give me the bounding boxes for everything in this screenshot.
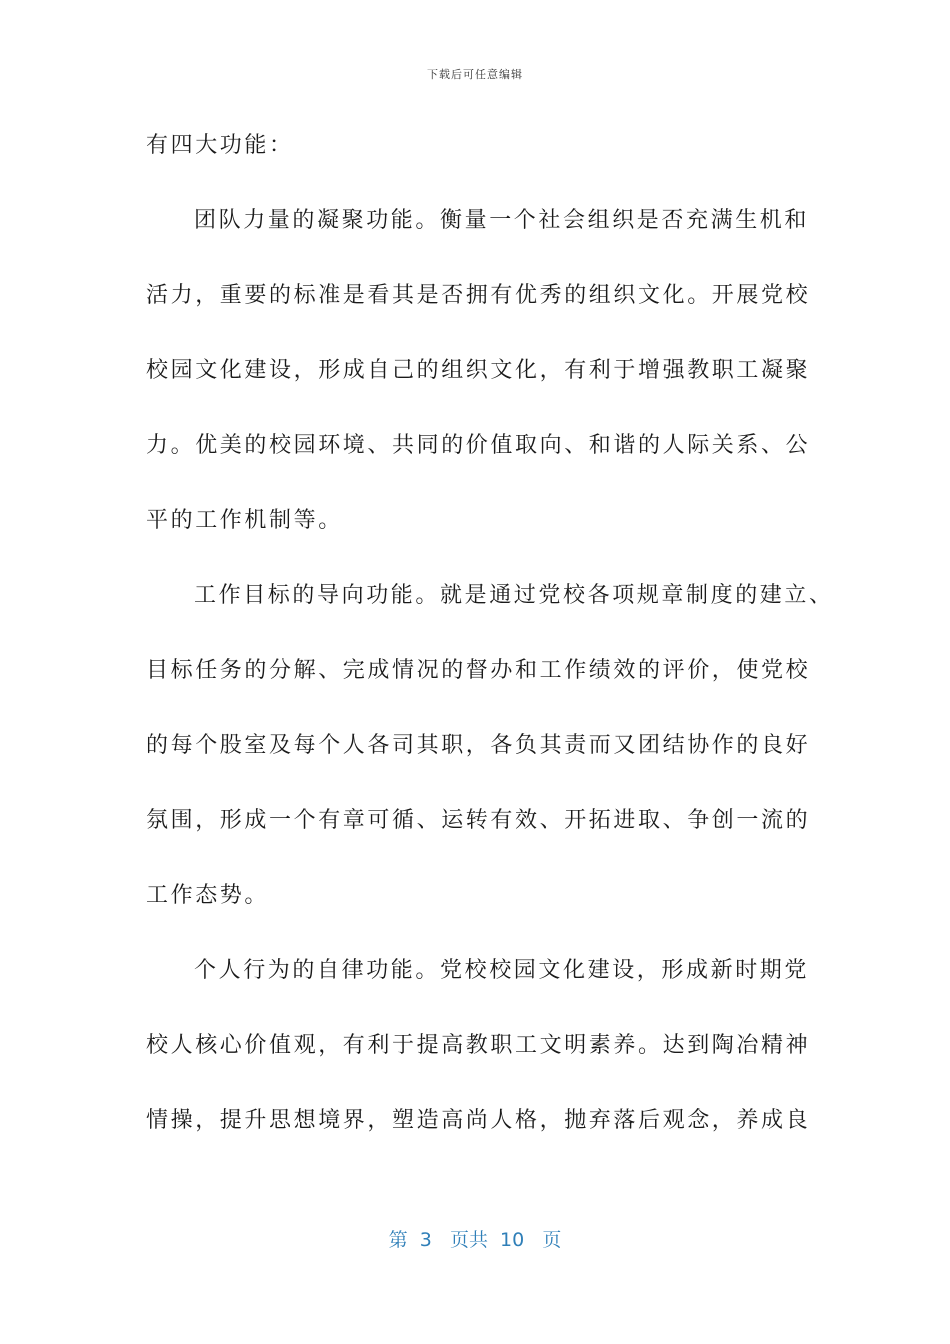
- text-line: 工作目标的导向功能。就是通过党校各项规章制度的建立、: [194, 583, 834, 608]
- text-line: 情操，提升思想境界，塑造高尚人格，抛弃落后观念，养成良: [146, 1108, 811, 1133]
- text-line: 校园文化建设，形成自己的组织文化，有利于增强教职工凝聚: [146, 358, 811, 383]
- text-line: 团队力量的凝聚功能。衡量一个社会组织是否充满生机和: [194, 208, 810, 233]
- text-line: 平的工作机制等。: [146, 508, 343, 533]
- text-line: 校人核心价值观，有利于提高教职工文明素养。达到陶冶精神: [146, 1033, 811, 1058]
- text-line: 个人行为的自律功能。党校校园文化建设，形成新时期党: [194, 958, 810, 983]
- text-line: 力。优美的校园环境、共同的价值取向、和谐的人际关系、公: [146, 433, 811, 458]
- page-footer: [0, 1225, 950, 1252]
- text-line: 活力，重要的标准是看其是否拥有优秀的组织文化。开展党校: [146, 283, 811, 308]
- text-line: 氛围，形成一个有章可循、运转有效、开拓进取、争创一流的: [146, 808, 811, 833]
- text-line: 目标任务的分解、完成情况的督办和工作绩效的评价，使党校: [146, 658, 811, 683]
- text-line: 的每个股室及每个人各司其职，各负其责而又团结协作的良好: [146, 733, 811, 758]
- header-note: 下载后可任意编辑: [427, 68, 523, 81]
- footer-middle: 页共: [449, 1229, 488, 1251]
- text-line: 有四大功能：: [146, 133, 294, 158]
- text-line: 工作态势。: [146, 883, 270, 908]
- total-pages-number: 10: [500, 1229, 525, 1251]
- footer-suffix: 页: [542, 1229, 562, 1251]
- footer-prefix: 第: [388, 1229, 408, 1251]
- current-page-number: 3: [419, 1229, 432, 1251]
- document-body: [146, 124, 834, 1174]
